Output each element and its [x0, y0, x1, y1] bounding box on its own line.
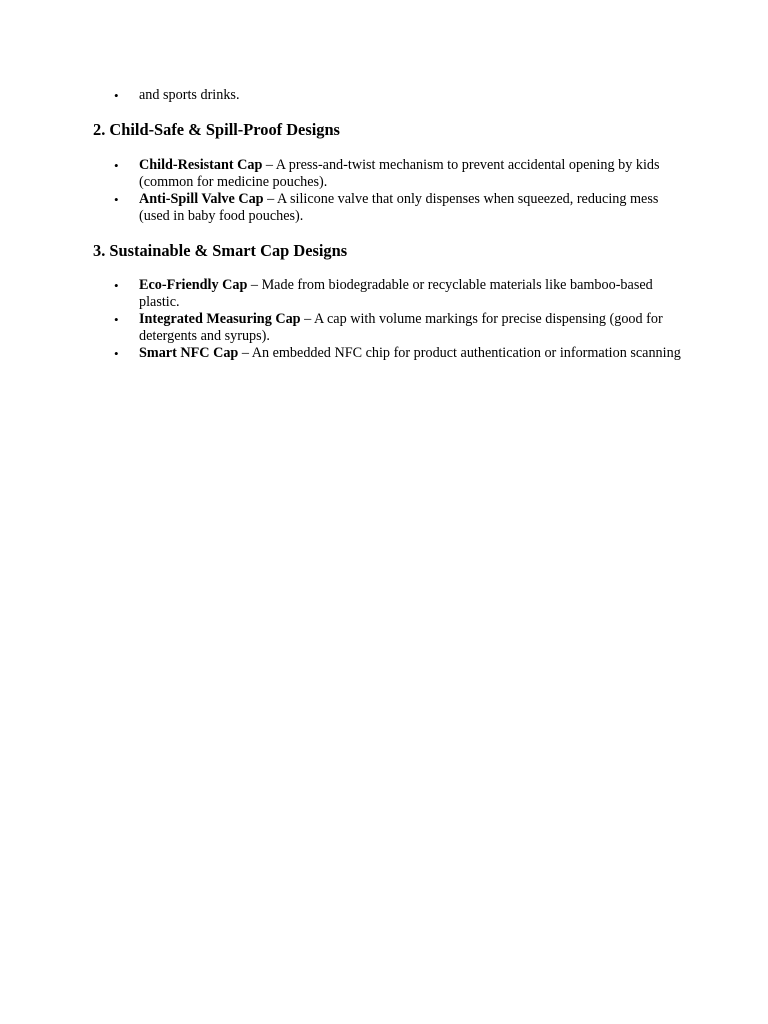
list-item-text: – A cap with volume markings for precise dispensing (good for detergents and syrups). — [139, 311, 663, 344]
list-item-text: – An embedded NFC chip for product authentication or information scanning — [238, 345, 681, 361]
list-item-term: Integrated Measuring Cap — [139, 311, 301, 327]
section-heading-sustainable: 3. Sustainable & Smart Cap Designs — [93, 241, 348, 260]
list-item-text: – A press-and-twist mechanism to prevent accidental opening by kids (common for medicine pouches). — [139, 157, 660, 190]
bullet-list-continued — [93, 87, 683, 104]
list-item-term: Child-Resistant Cap — [139, 157, 263, 173]
bullet-icon: • — [114, 278, 119, 293]
list-item-term: Anti-Spill Valve Cap — [139, 191, 264, 207]
list-item-text: – A silicone valve that only dispenses when squeezed, reducing mess (used in baby food pouches). — [139, 191, 659, 224]
list-item-text: and sports drinks. — [139, 87, 240, 103]
bullet-icon: • — [114, 312, 119, 327]
section-heading-child-safe: 2. Child-Safe & Spill-Proof Designs — [93, 120, 340, 139]
list-item — [93, 87, 683, 104]
document-content — [93, 87, 683, 362]
list-item — [93, 345, 683, 362]
list-item-text: – Made from biodegradable or recyclable materials like bamboo-based plastic. — [139, 277, 653, 310]
list-item — [93, 277, 683, 311]
bullet-list-child-safe — [93, 157, 683, 225]
list-item-term: Smart NFC Cap — [139, 345, 239, 361]
bullet-list-sustainable — [93, 277, 683, 362]
bullet-icon: • — [114, 158, 119, 173]
list-item — [93, 311, 683, 345]
list-item — [93, 157, 683, 191]
list-item-term: Eco-Friendly Cap — [139, 277, 248, 293]
bullet-icon: • — [114, 346, 119, 361]
list-item — [93, 191, 683, 225]
bullet-icon: • — [114, 192, 119, 207]
bullet-icon: • — [114, 88, 119, 103]
